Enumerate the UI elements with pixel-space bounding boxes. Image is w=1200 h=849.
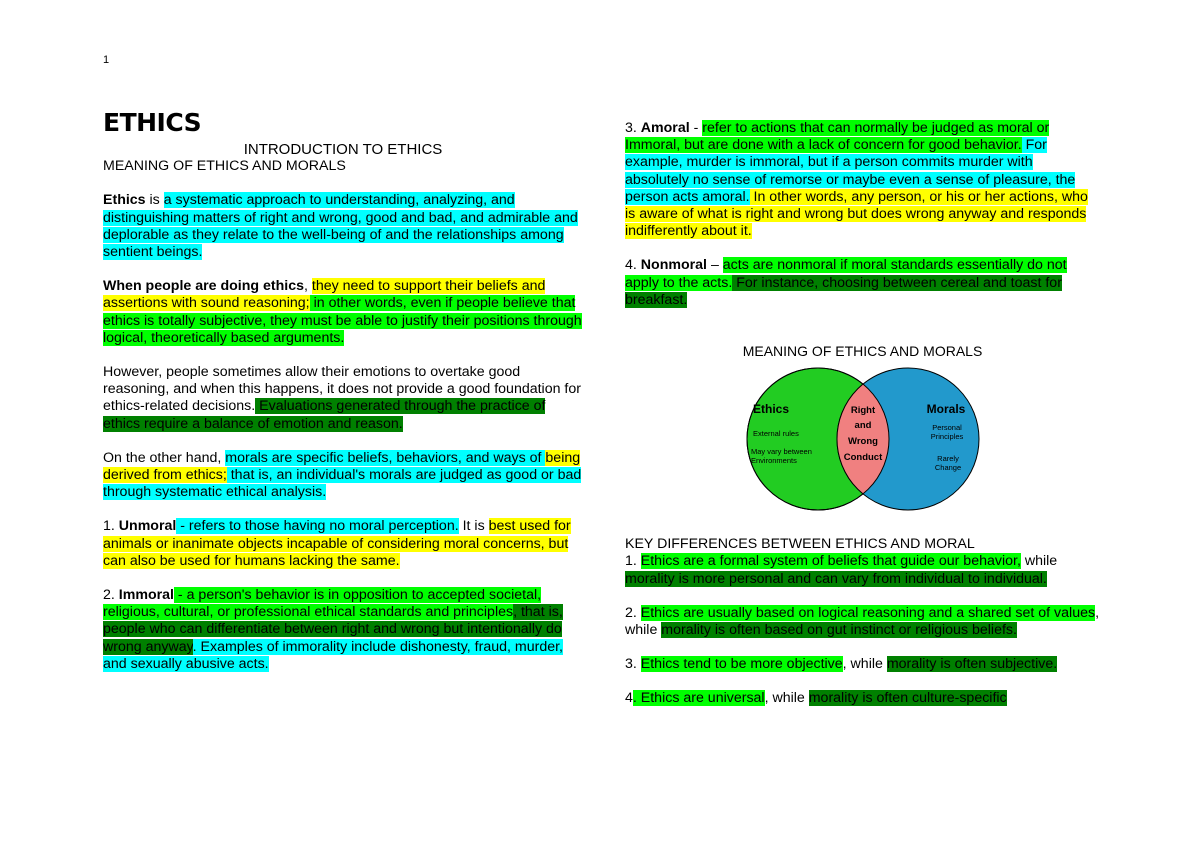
highlight-cyan: . Examples of immorality include dishonesty, fraud, murder, and sexually abusive acts. <box>103 638 563 672</box>
emotions-paragraph: However, people sometimes allow their emotions to overtake good reasoning, and when this happens, it does not provide a good foundation for ethics-related decisions. Evaluations generated through the practice of ethics require a balance of emotion and reason. <box>103 364 581 432</box>
center-line-4: Conduct <box>843 452 883 464</box>
highlight-green: . Ethics are universal <box>632 690 765 707</box>
ethics-item-external-rules: External rules <box>753 429 799 439</box>
unmoral-paragraph: 1. Unmoral - refers to those having no moral perception. It is best used for animals or inanimate objects incapable of considering moral concerns, but can also be used for humans lacking the same. <box>103 518 571 569</box>
difference-item-1: 1. Ethics are a formal system of beliefs that guide our behavior, while morality is more personal and can vary from individual to individual. <box>625 553 1058 587</box>
document-title: ETHICS <box>103 108 202 137</box>
highlight-dark-green: , that is, people who can differentiate between right and wrong but intentionally do wrong anyway <box>103 604 563 655</box>
highlight-yellow: In other words, any person, or his or her actions, who is aware of what is right and wrong but does wrong anyway and responds indifferently about it. <box>625 188 1088 240</box>
highlight-cyan: - refers to those having no moral perception. <box>176 518 459 535</box>
venn-diagram <box>743 364 983 514</box>
immoral-paragraph: 2. Immoral - a person's behavior is in opposition to accepted societal, religious, cultural, or professional ethical standards and principles, that is, people who can differentiate between right and wrong but intentionally do wrong anyway. Examples of immorality include dishonesty, fraud, murder, and sexually abusive acts. <box>103 587 563 672</box>
nonmoral-paragraph: 4. Nonmoral – acts are nonmoral if moral standards essentially do not apply to the acts. For instance, choosing between cereal and toast for breakfast. <box>625 257 1067 308</box>
highlight-cyan: morals are specific beliefs, behaviors, and ways of <box>225 449 546 466</box>
highlight-dark-green: For instance, choosing between cereal and toast for breakfast. <box>625 274 1062 308</box>
unmoral-term: Unmoral <box>118 518 177 535</box>
right-column <box>625 120 1100 708</box>
amoral-paragraph: 3. Amoral - refer to actions that can normally be judged as moral or Immoral, but are done with a lack of concern for good behavior. For example, murder is immoral, but if a person commits murder with absolutely no sense of remorse or maybe even a sense of pleasure, the person acts amoral. In other words, any person, or his or her actions, who is aware of what is right and wrong but does wrong anyway and responds indifferently about it. <box>625 120 1088 240</box>
page-number: 1 <box>103 54 110 66</box>
ethics-term: Ethics <box>103 192 146 209</box>
highlight-green: Ethics are a formal system of beliefs that guide our behavior, <box>640 553 1021 570</box>
highlight-cyan: For example, murder is immoral, but if a person commits murder with absolutely no sense of remorse or maybe even a sense of pleasure, the person acts amoral. <box>625 137 1076 205</box>
amoral-term: Amoral <box>640 120 690 136</box>
document-subtitle: INTRODUCTION TO ETHICS <box>243 141 443 158</box>
key-differences-heading: KEY DIFFERENCES BETWEEN ETHICS AND MORAL <box>625 536 975 553</box>
morals-item-personal-principles: Personal Principles <box>930 424 964 441</box>
highlight-cyan: a systematic approach to understanding, analyzing, and distinguishing matters of right and wrong, good and bad, and admirable and deplorable as they relate to the well-being of and the relationships among sentient beings. <box>103 192 578 261</box>
highlight-green: in other words, even if people believe that ethics is totally subjective, they must be able to justify their positions through logical, theoretically based arguments. <box>103 295 582 346</box>
difference-item-4: 4. Ethics are universal, while morality is often culture-specific <box>625 690 1007 707</box>
highlight-yellow: they need to support their beliefs and assertions with sound reasoning; <box>103 278 546 312</box>
doing-ethics-paragraph: When people are doing ethics, they need to support their beliefs and assertions with sound reasoning; in other words, even if people believe that ethics is totally subjective, they must be able to justify their positions through logical, theoretically based arguments. <box>103 278 582 346</box>
difference-item-3: 3. Ethics tend to be more objective, while morality is often subjective. <box>625 656 1058 673</box>
highlight-green: Ethics are usually based on logical reasoning and a shared set of values <box>640 604 1096 621</box>
highlight-dark-green: Evaluations generated through the practice of ethics require a balance of emotion and reason. <box>103 398 546 432</box>
nonmoral-term: Nonmoral <box>640 257 707 274</box>
center-line-3: Wrong <box>848 436 878 448</box>
morals-label: Morals <box>926 402 966 417</box>
center-line-2: and <box>854 420 872 432</box>
highlight-green: Ethics tend to be more objective <box>640 656 843 673</box>
ethics-label: Ethics <box>753 402 790 417</box>
section-heading: MEANING OF ETHICS AND MORALS <box>103 158 346 175</box>
morals-item-rarely-change: Rarely Change <box>934 455 962 472</box>
diagram-title: MEANING OF ETHICS AND MORALS <box>742 343 983 360</box>
morals-paragraph: On the other hand, morals are specific beliefs, behaviors, and ways of being derived from ethics; that is, an individual's morals are judged as good or bad through systematic ethical analysis. <box>103 449 582 501</box>
highlight-green: refer to actions that can normally be judged as moral or Immoral, but are done with a lack of concern for good behavior. <box>625 120 1050 154</box>
left-column <box>103 110 583 673</box>
highlight-dark-green: morality is often culture-specific <box>808 690 1007 707</box>
highlight-green: acts are nonmoral if moral standards essentially do not apply to the acts. <box>625 257 1067 291</box>
ethics-item-may-vary: May vary between Environments <box>751 448 812 465</box>
immoral-term: Immoral <box>118 587 174 604</box>
highlight-yellow: best used for animals or inanimate objects incapable of considering moral concerns, but can also be used for humans lacking the same. <box>103 518 571 569</box>
highlight-yellow: being derived from ethics; <box>103 449 581 484</box>
doing-ethics-term: When people are doing ethics <box>103 278 305 295</box>
center-line-1: Right <box>850 405 876 417</box>
highlight-green: - a person's behavior is in opposition to accepted societal, religious, cultural, or professional ethical standards and principles <box>103 587 542 621</box>
ethics-definition-paragraph: Ethics is a systematic approach to understanding, analyzing, and distinguishing matters of right and wrong, good and bad, and admirable and deplorable as they relate to the well-being of and the relationships among sentient beings. <box>103 192 578 261</box>
highlight-dark-green: morality is often subjective. <box>886 656 1058 673</box>
highlight-dark-green: morality is more personal and can vary from individual to individual. <box>625 570 1047 587</box>
highlight-cyan: that is, an individual's morals are judged as good or bad through systematic ethical analysis. <box>103 467 582 501</box>
highlight-dark-green: morality is often based on gut instinct or religious beliefs. <box>661 622 1017 639</box>
difference-item-2: 2. Ethics are usually based on logical reasoning and a shared set of values, while morality is often based on gut instinct or religious beliefs. <box>625 604 1100 639</box>
